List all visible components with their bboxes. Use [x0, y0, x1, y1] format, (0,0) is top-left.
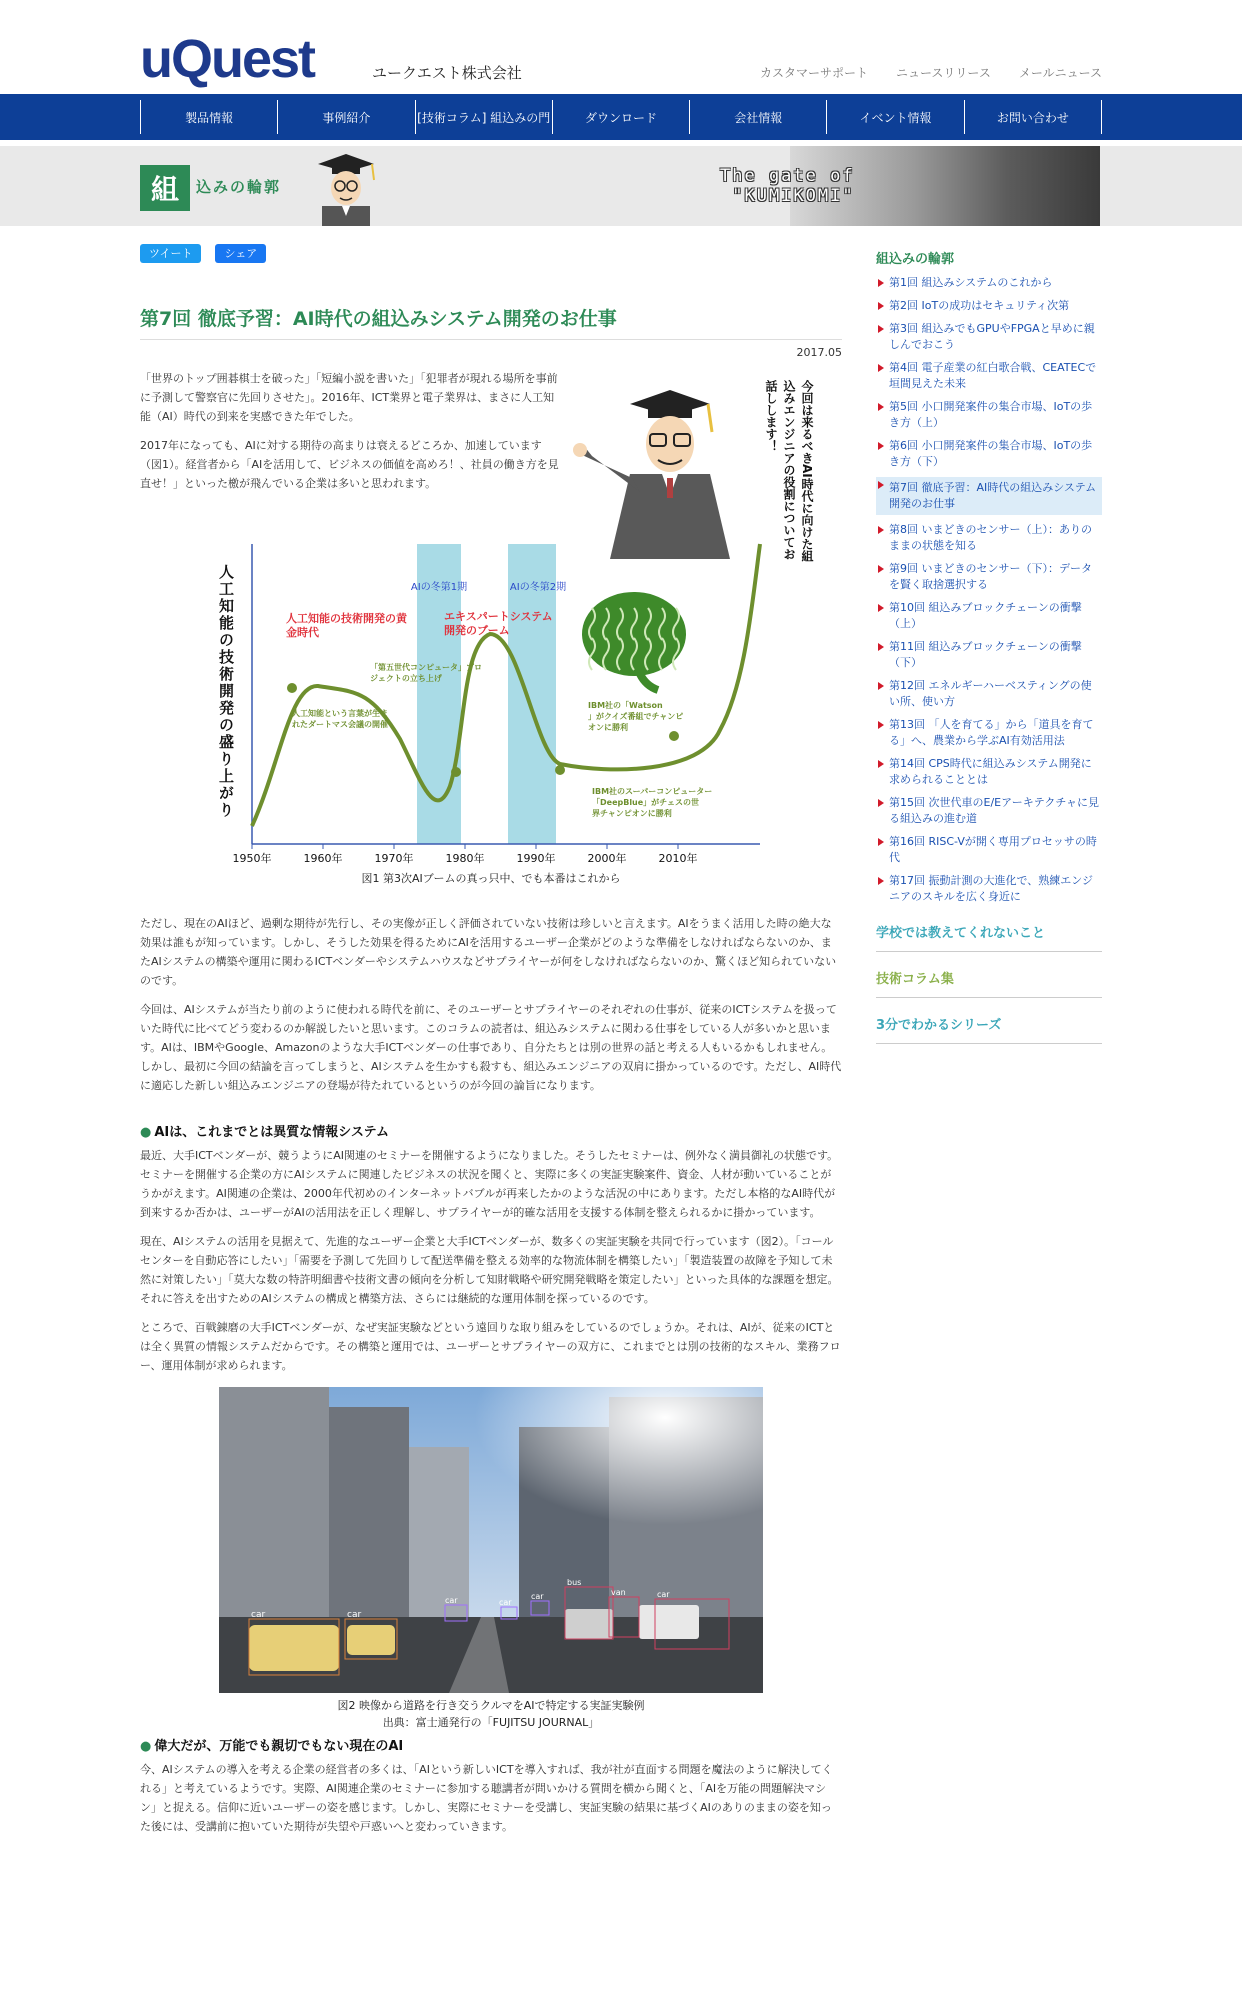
annotation-golden-age: 人工知能の技術開発の黄金時代: [286, 612, 407, 639]
ai-history-chart: [140, 524, 842, 864]
section-heading-2: ● 偉大だが、万能でも親切でもない現在のAI: [140, 1739, 404, 1754]
annotation-watson: IBM社の「Watson 」がクイズ番組でチャンピオンに勝利: [588, 701, 684, 732]
figure-2-caption: 図2 映像から道路を行き交うクルマをAIで特定する実証実験例 出典：富士通発行の「FUJITSU JOURNAL」: [337, 1699, 645, 1729]
detect-label-car-5: car: [531, 1592, 544, 1601]
sidebar: [876, 244, 1102, 1044]
figure-1: [140, 524, 842, 890]
boom-curve: [252, 544, 760, 826]
sidebar-heading[interactable]: 組込みの輪郭: [876, 252, 955, 267]
nav-column[interactable]: [技術コラム] 組込みの門: [415, 100, 552, 134]
sidebar-item-7-current[interactable]: 第7回 徹底予習：AI時代の組込みシステム開発のお仕事: [876, 477, 1102, 515]
sidebar-list: [876, 275, 1102, 905]
sidebar-item-2[interactable]: 第2回 IoTの成功はセキュリティ次第: [876, 298, 1102, 314]
top-links: [760, 64, 1102, 81]
intro-paragraph-2: 2017年になっても、AIに対する期待の高まりは衰えるどころか、加速しています（図1）。経営者から「AIを活用して、ビジネスの価値を高めろ！、社員の働き方を見直せ！」といった檄が飛んでいる企業は多いと思われます。: [140, 439, 559, 490]
sidebar-item-8[interactable]: 第8回 いまどきのセンサー（上）：ありのままの状態を知る: [876, 522, 1102, 554]
banner-kanji: 組: [140, 165, 190, 211]
banner-english: The gate of "KUMIKOMI": [720, 166, 855, 206]
sidebar-item-14[interactable]: 第14回 CPS時代に組込みシステム開発に求められることとは: [876, 756, 1102, 788]
detect-label-car-1: car: [251, 1610, 266, 1620]
brain-icon: [582, 592, 686, 690]
x-tick-label-2: 1970年: [374, 852, 414, 864]
detect-label-car-2: car: [347, 1610, 362, 1620]
sidebar-item-10[interactable]: 第10回 組込みブロックチェーンの衝撃（上）: [876, 600, 1102, 632]
facebook-share-button[interactable]: シェア: [215, 244, 266, 263]
event-dot-1: [451, 767, 461, 777]
sidebar-item-12[interactable]: 第12回 エネルギーハーベスティングの使い所、使い方: [876, 678, 1102, 710]
sidebar-item-11[interactable]: 第11回 組込みブロックチェーンの衝撃（下）: [876, 639, 1102, 671]
sidebar-item-16[interactable]: 第16回 RISC-Vが開く専用プロセッサの時代: [876, 834, 1102, 866]
nav-events[interactable]: イベント情報: [826, 100, 963, 134]
sidebar-item-9[interactable]: 第9回 いまどきのセンサー（下）：データを賢く取捨選択する: [876, 561, 1102, 593]
winter-band-label-1: AIの冬第1期: [410, 582, 468, 593]
annotation-dartmouth: 人工知能という言葉が生まれたダートマス会議の開催: [292, 709, 388, 729]
paragraph-4: 今回は、AIシステムが当たり前のように使われる時代を前に、そのユーザーとサプライヤーのそれぞれの仕事が、従来のICTシステムを扱っていた時代に比べてどう変わるのか解説したいと思います。このコラムの読者は、組込みシステムに関わる仕事をしている人が多いかと思います。AIは、IBMやGoogle、Amazonのような大手ICTベンダーの仕事であり、自分たちとは別の世界の話と考える人もいるかもしれません。しかし、最初に今回の結論を言ってしまうと、AIシステムを生かすも殺すも、組込みエンジニアの双肩に掛かっているのです。ただし、AI時代に適応した新しい組込みエンジニアの登場が待たれているというのが今回の論旨になります。: [140, 1003, 842, 1092]
nav-contact[interactable]: お問い合わせ: [964, 100, 1102, 134]
uquest-logo[interactable]: uQuest: [140, 29, 315, 89]
link-news-release[interactable]: ニュースリリース: [896, 66, 991, 80]
x-tick-label-0: 1950年: [232, 852, 272, 864]
sidebar-item-3[interactable]: 第3回 組込みでもGPUやFPGAと早めに親しんでおこう: [876, 321, 1102, 353]
site-header: [140, 28, 1102, 88]
detect-label-car-4: car: [499, 1598, 512, 1607]
annotation-expert-system: エキスパートシステム開発のブーム: [444, 610, 553, 637]
street-detection-photo: [219, 1387, 763, 1693]
professor-mascot-icon: [312, 150, 382, 226]
sidebar-item-4[interactable]: 第4回 電子産業の紅白歌合戦、CEATECで垣間見えた未来: [876, 360, 1102, 392]
annotation-deepblue: IBM社のスーパーコンピューター「DeepBlue」がチェスの世界チャンピオンに勝利: [592, 787, 713, 818]
event-dot-2: [555, 765, 565, 775]
main-nav: [0, 94, 1242, 140]
sidebar-section-3min[interactable]: 3分でわかるシリーズ: [876, 1004, 1102, 1044]
article-date: 2017.05: [796, 346, 842, 359]
x-tick-label-3: 1980年: [445, 852, 485, 864]
nav-download[interactable]: ダウンロード: [552, 100, 689, 134]
detect-label-van: van: [611, 1588, 626, 1597]
sidebar-item-17[interactable]: 第17回 振動計測の大進化で、熟練エンジニアのスキルを広く身近に: [876, 873, 1102, 905]
tweet-button[interactable]: ツイート: [140, 244, 201, 263]
speech-vertical-text: 今回は来るべきAI時代に向けた組込みエンジニアの役割についてお話しします！: [764, 380, 814, 562]
paragraph-8: 今、AIシステムの導入を考える企業の経営者の多くは、「AIという新しいICTを導入すれば、我が社が直面する問題を魔法のように解決してくれる」と考えているようです。実際、AI関連企業のセミナーに参加する聴講者が問いかける質問を横から聞くと、「AIを万能の問題解決マシン」と捉える。信仰に近いユーザーの姿を感じます。しかし、実際にセミナーを受講し、実証実験の結果に基づくAIのありのままの姿を知った後には、受講前に抱いていた期待が失望や戸惑いへと変わっていきます。: [140, 1763, 833, 1833]
sidebar-item-6[interactable]: 第6回 小口開発案件の集合市場、IoTの歩き方（下）: [876, 438, 1102, 470]
sidebar-item-13[interactable]: 第13回 「人を育てる」から「道具を育てる」へ、農業から学ぶAI有効活用法: [876, 717, 1102, 749]
event-dot-0: [287, 683, 297, 693]
figure-2: [140, 1387, 842, 1727]
x-tick-label-4: 1990年: [516, 852, 556, 864]
article-title: 第7回 徹底予習：AI時代の組込みシステム開発のお仕事: [140, 304, 842, 340]
sidebar-item-5[interactable]: 第5回 小口開発案件の集合市場、IoTの歩き方（上）: [876, 399, 1102, 431]
section-heading-1: ● AIは、これまでとは異質な情報システム: [140, 1125, 389, 1140]
article: [140, 244, 842, 1836]
paragraph-7: ところで、百戦錬磨の大手ICTベンダーが、なぜ実証実験などという遠回りな取り組みをしているのでしょうか。それは、AIが、従来のICTとは全く異質の情報システムだからです。その構築と運用では、ユーザーとサプライヤーの双方に、これまでとは別の技術的なスキル、業務フロー、運用体制が求められます。: [140, 1321, 841, 1372]
nav-cases[interactable]: 事例紹介: [277, 100, 414, 134]
sidebar-item-1[interactable]: 第1回 組込みシステムのこれから: [876, 275, 1102, 291]
link-mail-news[interactable]: メールニュース: [1018, 66, 1102, 80]
paragraph-6: 現在、AIシステムの活用を見据えて、先進的なユーザー企業と大手ICTベンダーが、数多くの実証実験を共同で行っています（図2）。「コールセンターを自動応答にしたい」「需要を予測して先回りして配送準備を整える効率的な物流体制を構築したい」「製造装置の故障を予知して未然に対策したい」「莫大な数の特許明細書や技術文書の傾向を分析して知財戦略や研究開発戦略を策定したい」といった具体的な課題を想定。それに答えを出すためのAIシステムの構成と構築方法、さらには継続的な運用体制を探っているのです。: [140, 1235, 839, 1305]
sidebar-section-columns[interactable]: 技術コラム集: [876, 958, 1102, 998]
x-tick-label-5: 2000年: [587, 852, 627, 864]
column-banner: [0, 146, 1242, 226]
x-tick-label-1: 1960年: [303, 852, 343, 864]
intro-paragraph-1: 「世界のトップ囲碁棋士を破った」「短編小説を書いた」「犯罪者が現れる場所を事前に予測して警察官に先回りさせた」。2016年、ICT業界と電子業界は、まさに人工知能（AI）時代の到来を実感できた年でした。: [140, 372, 558, 423]
nav-company[interactable]: 会社情報: [689, 100, 826, 134]
link-customer-support[interactable]: カスタマーサポート: [760, 66, 869, 80]
detect-label-car-6: car: [657, 1590, 670, 1599]
y-axis-label: 人工知能の技術開発の盛り上がり: [217, 564, 235, 819]
x-tick-label-6: 2010年: [658, 852, 698, 864]
sidebar-section-school[interactable]: 学校では教えてくれないこと: [876, 912, 1102, 952]
detect-label-bus: bus: [567, 1578, 582, 1587]
share-buttons: [140, 244, 842, 264]
detect-label-car-3: car: [445, 1596, 458, 1605]
event-dot-3: [669, 731, 679, 741]
banner-subtitle: 込みの輪郭: [196, 178, 282, 196]
sidebar-item-15[interactable]: 第15回 次世代車のE/Eアーキテクチャに見る組込みの進む道: [876, 795, 1102, 827]
figure-1-caption: 図1 第3次AIブームの真っ只中、でも本番はこれから: [361, 872, 621, 885]
winter-band-label-2: AIの冬第2期: [509, 582, 567, 593]
annotation-fifth-generation: 「第五世代コンピュータ」プロジェクトの立ち上げ: [370, 663, 482, 683]
paragraph-5: 最近、大手ICTベンダーが、競うようにAI関連のセミナーを開催するようになりました。そうしたセミナーは、例外なく満員御礼の状態です。セミナーを開催する企業の方にAIシステムに関連したビジネスの状況を聞くと、実際に多くの実証実験案件、資金、人材が動いていることがうかがえます。AI関連の企業は、2000年代初めのインターネットバブルが再来したかのような活況の中にあります。ただし本格的なAI時代が到来するか否かは、ユーザーがAIの活用法を正しく理解し、サプライヤーが的確な活用を支援する体制を整えられるかに掛かっています。: [140, 1149, 839, 1219]
company-name: ユークエスト株式会社: [372, 64, 522, 82]
nav-products[interactable]: 製品情報: [140, 100, 277, 134]
paragraph-3: ただし、現在のAIほど、過剰な期待が先行し、その実像が正しく評価されていない技術は珍しいと言えます。AIをうまく活用した時の絶大な効果は誰もが知っています。しかし、そうした効果を得るためにAIを活用するユーザー企業がどのような準備をしなければならないのか、またAIシステムの構築や運用に関わるICTベンダーやシステムハウスなどサプライヤーが何をしなければならないのか、驚くほど知られていないのです。: [140, 917, 837, 987]
